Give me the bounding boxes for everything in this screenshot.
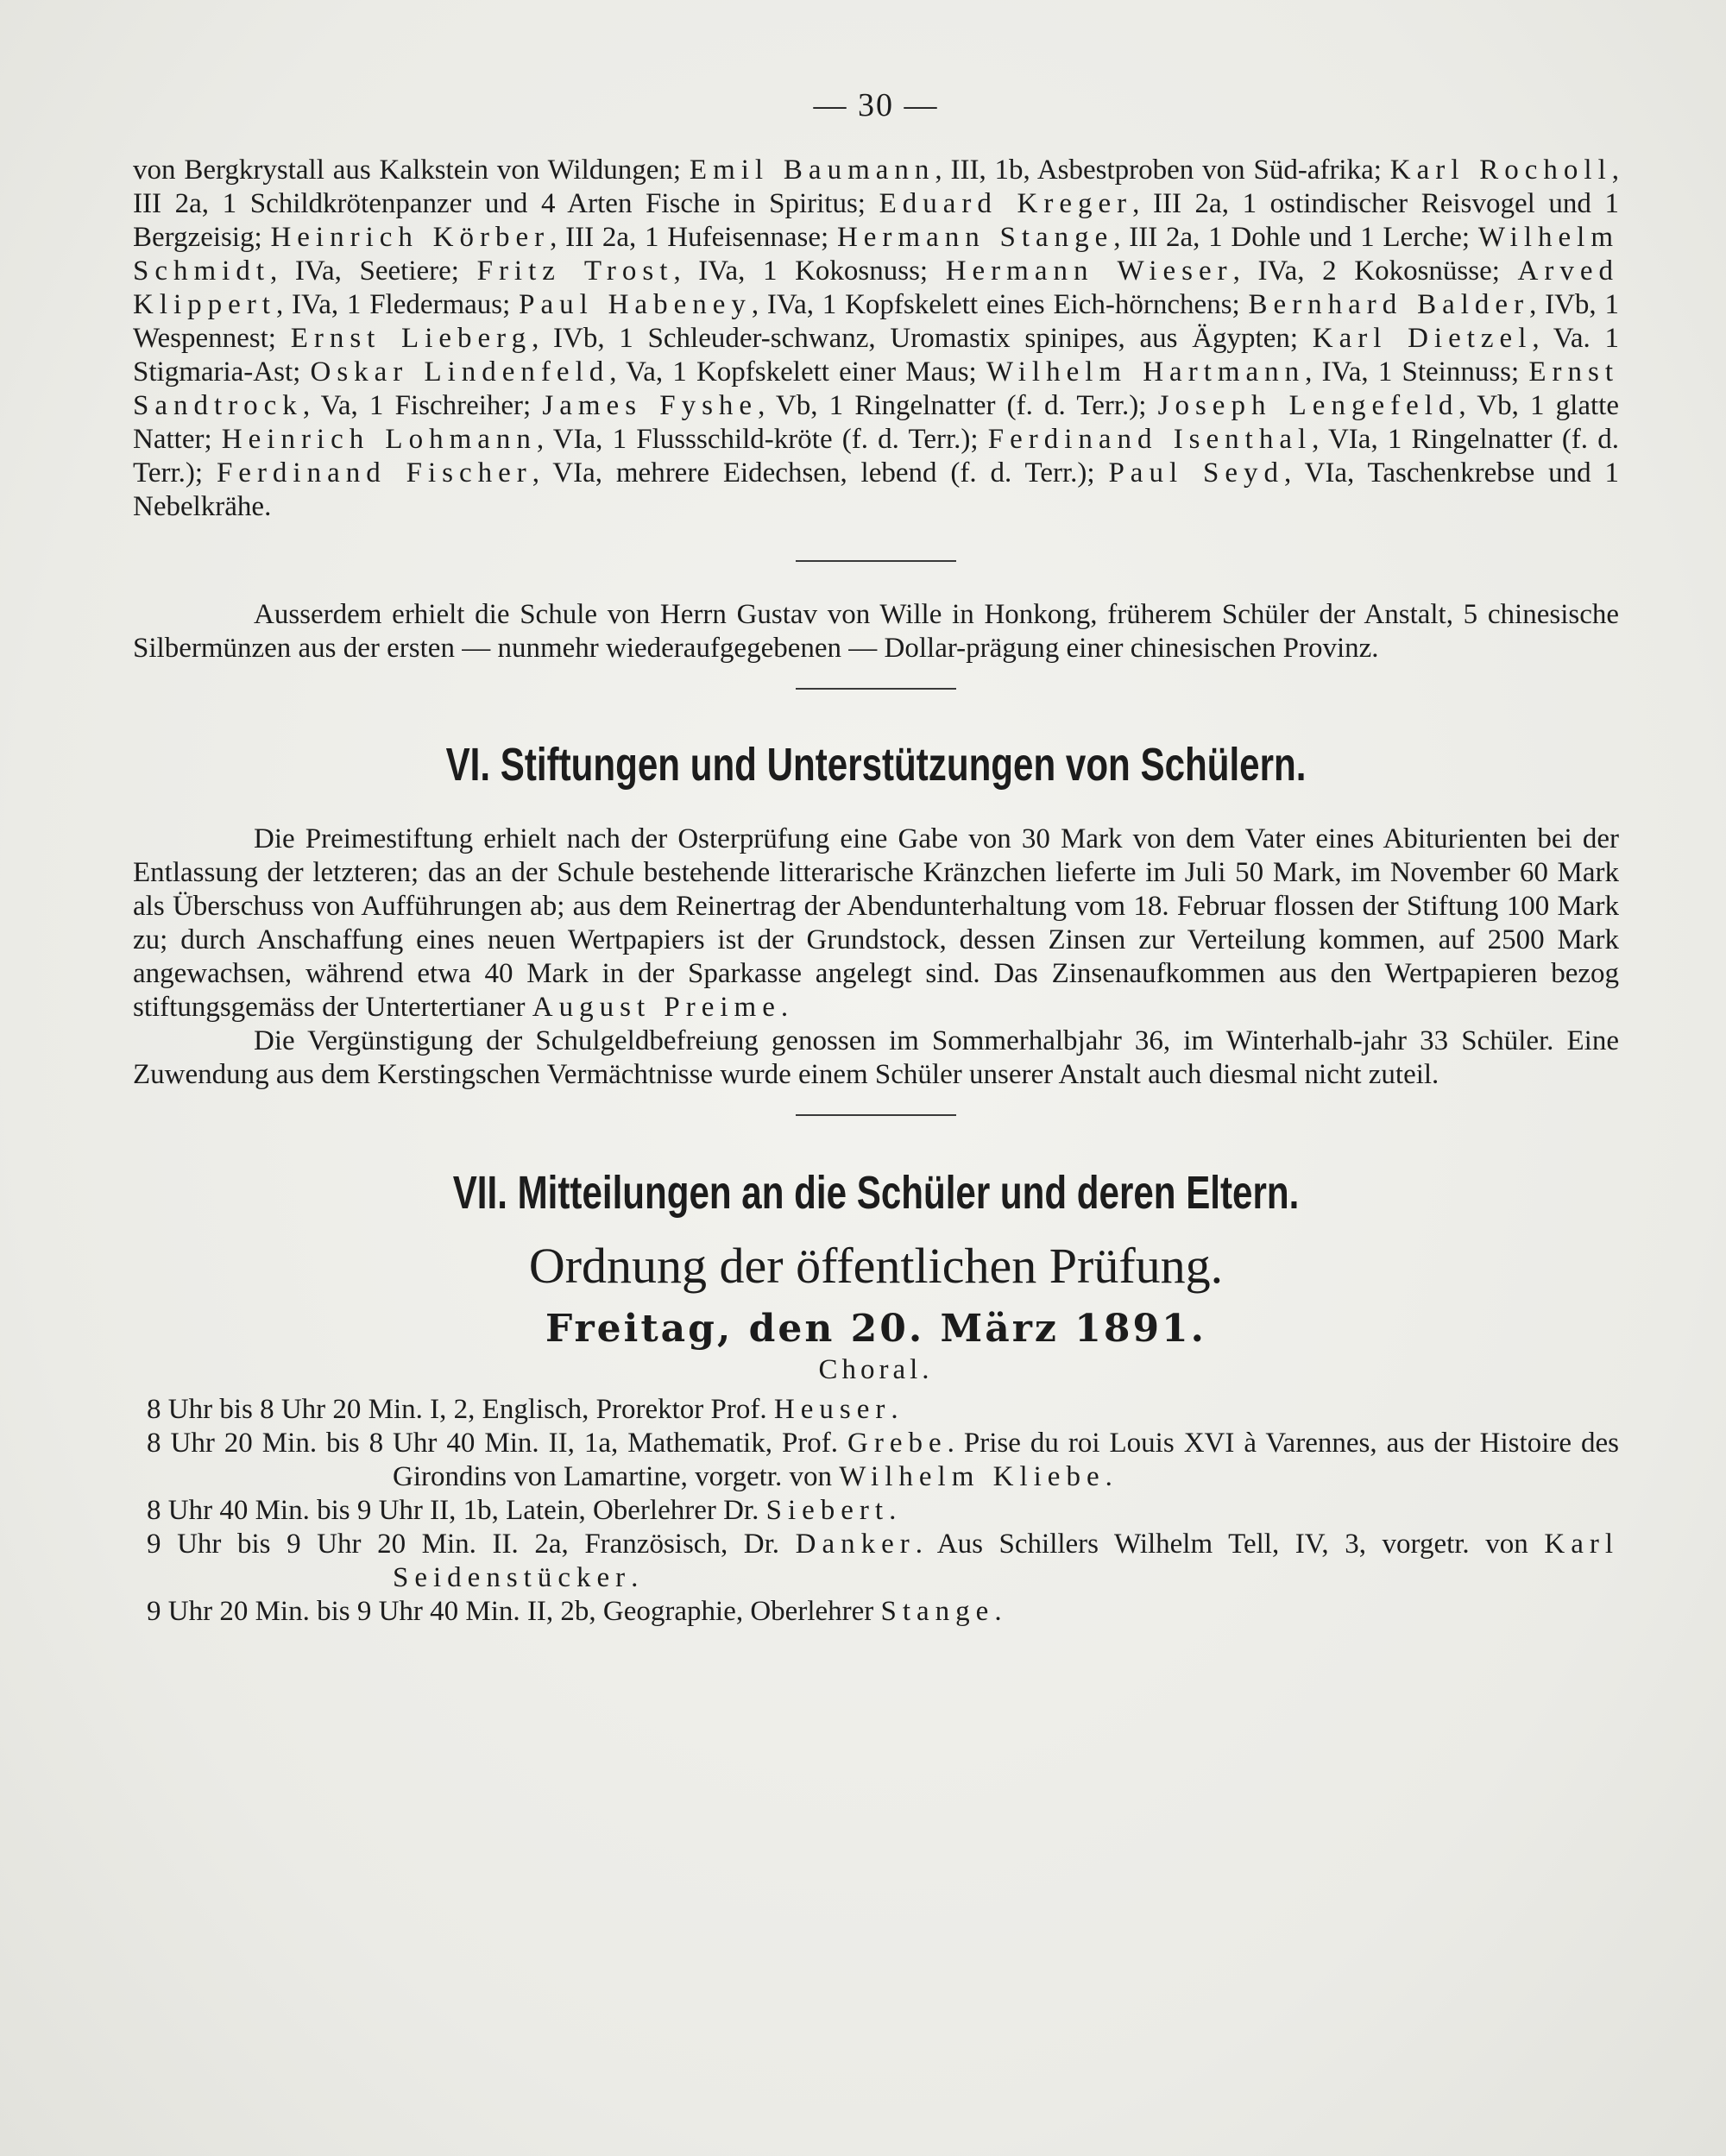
- text-run: , III 2a, 1 Hufeisennase;: [550, 222, 837, 253]
- text-run: .: [631, 1562, 639, 1593]
- schedule-entry: [147, 1494, 1619, 1528]
- person-name: Joseph Lengefeld: [1157, 390, 1459, 421]
- schedule-subject: II, 1b, Latein, Oberlehrer Dr.: [430, 1495, 766, 1526]
- teacher-name: Heuser: [773, 1394, 891, 1425]
- person-name: Eduard Kreger: [879, 188, 1133, 219]
- teacher-name: Grebe: [847, 1428, 948, 1459]
- donations-paragraph: [133, 154, 1619, 524]
- person-name: Emil Baumann: [689, 154, 935, 186]
- person-name: Ernst Sandtrock: [133, 356, 1620, 421]
- schedule-subject: II, 2b, Geographie, Oberlehrer: [526, 1596, 881, 1627]
- exam-date: Freitag, den 20. März 1891.: [545, 1307, 1206, 1351]
- person-name: Ferdinand Isenthal: [987, 424, 1313, 455]
- schedule-time: 9 Uhr bis 9 Uhr 20 Min.: [147, 1529, 493, 1560]
- text-run: . Prise du roi Louis XVI à Varennes, aus der Histoire des Girondins von Lamartine, vorgetr. von: [393, 1428, 1619, 1492]
- section-vi-heading: VI. Stiftungen und Unterstützungen von Schülern.: [445, 739, 1307, 791]
- ausserdem-paragraph: Ausserdem erhielt die Schule von Herrn Gustav von Wille in Honkong, früherem Schüler der Anstalt, 5 chinesische Silbermünzen aus der ersten — nunmehr wiederaufgegebenen — Dollar-prägung einer chinesischen Provinz.: [133, 599, 1619, 664]
- text-run: .: [891, 1394, 898, 1425]
- person-name: Hermann Wieser: [945, 255, 1233, 287]
- text-run: .: [889, 1495, 897, 1526]
- exam-order-title: Ordnung der öffentlichen Prüfung.: [528, 1238, 1224, 1294]
- teacher-name: Siebert: [765, 1495, 890, 1526]
- person-name: Arved Klippert: [133, 255, 1620, 320]
- section-divider: [796, 1114, 956, 1116]
- person-name: Bernhard Balder: [1248, 289, 1530, 320]
- text-run: , VIa, Taschenkrebse und 1 Nebelkrähe.: [133, 457, 1619, 522]
- person-name: Paul Seyd: [1108, 457, 1284, 489]
- text-run: , III, 1b, Asbestproben von Süd-afrika;: [935, 154, 1390, 186]
- text-run: , IVa, 2 Kokosnüsse;: [1232, 255, 1518, 287]
- schedule-subject: I, 2, Englisch, Prorektor Prof.: [430, 1394, 774, 1425]
- person-name: Ernst Lieberg: [290, 323, 532, 354]
- text-run: , IVb, 1 Wespennest;: [133, 289, 1619, 354]
- text-run: , IVa, 1 Fledermaus;: [275, 289, 520, 320]
- text-run: , Va, 1 Kopfskelett einer Maus;: [609, 356, 986, 388]
- person-name: Karl Rocholl: [1389, 154, 1612, 186]
- text-run: , Va, 1 Fischreiher;: [302, 390, 543, 421]
- text-run: , III 2a, 1 Schildkrötenpanzer und 4 Arten Fische in Spiritus;: [133, 154, 1619, 219]
- person-name: Heinrich Lohmann: [221, 424, 537, 455]
- section-divider: [796, 560, 956, 562]
- schulgeld-paragraph: Die Vergünstigung der Schulgeldbefreiung genossen im Sommerhalbjahr 36, im Winterhalb-jahr 33 Schüler. Eine Zuwendung aus dem Kerstingschen Vermächtnisse wurde einem Schüler unserer Anstalt auch diesmal nicht zuteil.: [133, 1025, 1619, 1090]
- text-run: .: [780, 992, 789, 1023]
- schedule-time: 9 Uhr 20 Min. bis 9 Uhr 40 Min.: [147, 1596, 527, 1627]
- person-name: Hermann Stange: [836, 222, 1114, 253]
- text-run: , VIa, 1 Flussschild-kröte (f. d. Terr.);: [536, 424, 988, 455]
- text-run: , Vb, 1 glatte Natter;: [133, 390, 1619, 455]
- text-run: Die Preimestiftung erhielt nach der Osterprüfung eine Gabe von 30 Mark von dem Vater eines Abiturienten bei der Entlassung der letzteren; das an der Schule bestehende litterarische Kränzchen lieferte im Juli 50 Mark, im November 60 Mark als Überschuss von Aufführungen ab; aus dem Reinertrag der Abendunterhaltung vom 18. Februar flossen der Stiftung 100 Mark zu; durch Anschaffung eines neuen Wertpapiers ist der Grundstock, dessen Zinsen zur Verteilung kommen, auf 2500 Mark angewachsen, während etwa 40 Mark in der Sparkasse angelegt sind. Das Zinsenaufkommen aus den Wertpapieren bezog stiftungsgemäss der Untertertianer: [133, 823, 1619, 1023]
- person-name: August Preime: [532, 992, 781, 1023]
- person-name: Karl Dietzel: [1312, 323, 1533, 354]
- schedule-time: 8 Uhr bis 8 Uhr 20 Min.: [147, 1394, 431, 1425]
- schedule-time: 8 Uhr 40 Min. bis 9 Uhr: [147, 1495, 431, 1526]
- text-run: . Aus Schillers Wilhelm Tell, IV, 3, vorgetr. von: [915, 1529, 1545, 1560]
- text-run: .: [994, 1596, 1002, 1627]
- text-run: , VIa, 1 Ringelnatter (f. d. Terr.);: [133, 424, 1619, 489]
- text-run: , IVa, 1 Kokosnuss;: [673, 255, 946, 287]
- schedule-entry: [147, 1393, 1619, 1427]
- teacher-name: Danker: [795, 1529, 916, 1560]
- schedule-subject: II, 1a, Mathematik, Prof.: [548, 1428, 848, 1459]
- text-run: , IVa, 1 Kopfskelett eines Eich-hörnchens;: [751, 289, 1249, 320]
- student-name: Wilhelm Kliebe: [839, 1461, 1106, 1492]
- schedule-entry: [147, 1528, 1619, 1595]
- section-vii-heading: VII. Mitteilungen an die Schüler und deren Eltern.: [452, 1167, 1300, 1219]
- text-run: , Va. 1 Stigmaria-Ast;: [133, 323, 1620, 388]
- text-run: .: [1105, 1461, 1112, 1492]
- text-run: von Bergkrystall aus Kalkstein von Wildungen;: [133, 154, 690, 186]
- preimestiftung-paragraph: [133, 823, 1619, 1024]
- text-run: , IVa, 1 Steinnuss;: [1305, 356, 1529, 388]
- student-name: Karl Seidenstücker: [393, 1529, 1619, 1593]
- person-name: Fritz Trost: [476, 255, 674, 287]
- choral-label: Choral.: [818, 1354, 934, 1385]
- person-name: James Fyshe: [542, 390, 759, 421]
- text-run: , VIa, mehrere Eidechsen, lebend (f. d. Terr.);: [532, 457, 1109, 489]
- section-divider: [796, 688, 956, 690]
- person-name: Wilhelm Schmidt: [133, 222, 1619, 287]
- text-run: , III 2a, 1 Dohle und 1 Lerche;: [1113, 222, 1478, 253]
- text-run: , IVa, Seetiere;: [270, 255, 477, 287]
- page-number: — 30 —: [813, 87, 939, 123]
- text-run: , IVb, 1 Schleuder-schwanz, Uromastix spinipes, aus Ägypten;: [532, 323, 1313, 354]
- exam-schedule: [133, 1393, 1619, 1629]
- schedule-time: 8 Uhr 20 Min. bis 8 Uhr 40 Min.: [147, 1428, 549, 1459]
- teacher-name: Stange: [880, 1596, 995, 1627]
- person-name: Paul Habeney: [519, 289, 752, 320]
- text-run: , III 2a, 1 ostindischer Reisvogel und 1 Bergzeisig;: [133, 188, 1619, 253]
- text-run: , Vb, 1 Ringelnatter (f. d. Terr.);: [758, 390, 1158, 421]
- schedule-entry: [147, 1595, 1619, 1629]
- schedule-entry: [147, 1427, 1619, 1494]
- schedule-subject: II. 2a, Französisch, Dr.: [492, 1529, 796, 1560]
- person-name: Heinrich Körber: [270, 222, 551, 253]
- person-name: Wilhelm Hartmann: [986, 356, 1306, 388]
- person-name: Oskar Lindenfeld: [310, 356, 610, 388]
- person-name: Ferdinand Fischer: [216, 457, 532, 489]
